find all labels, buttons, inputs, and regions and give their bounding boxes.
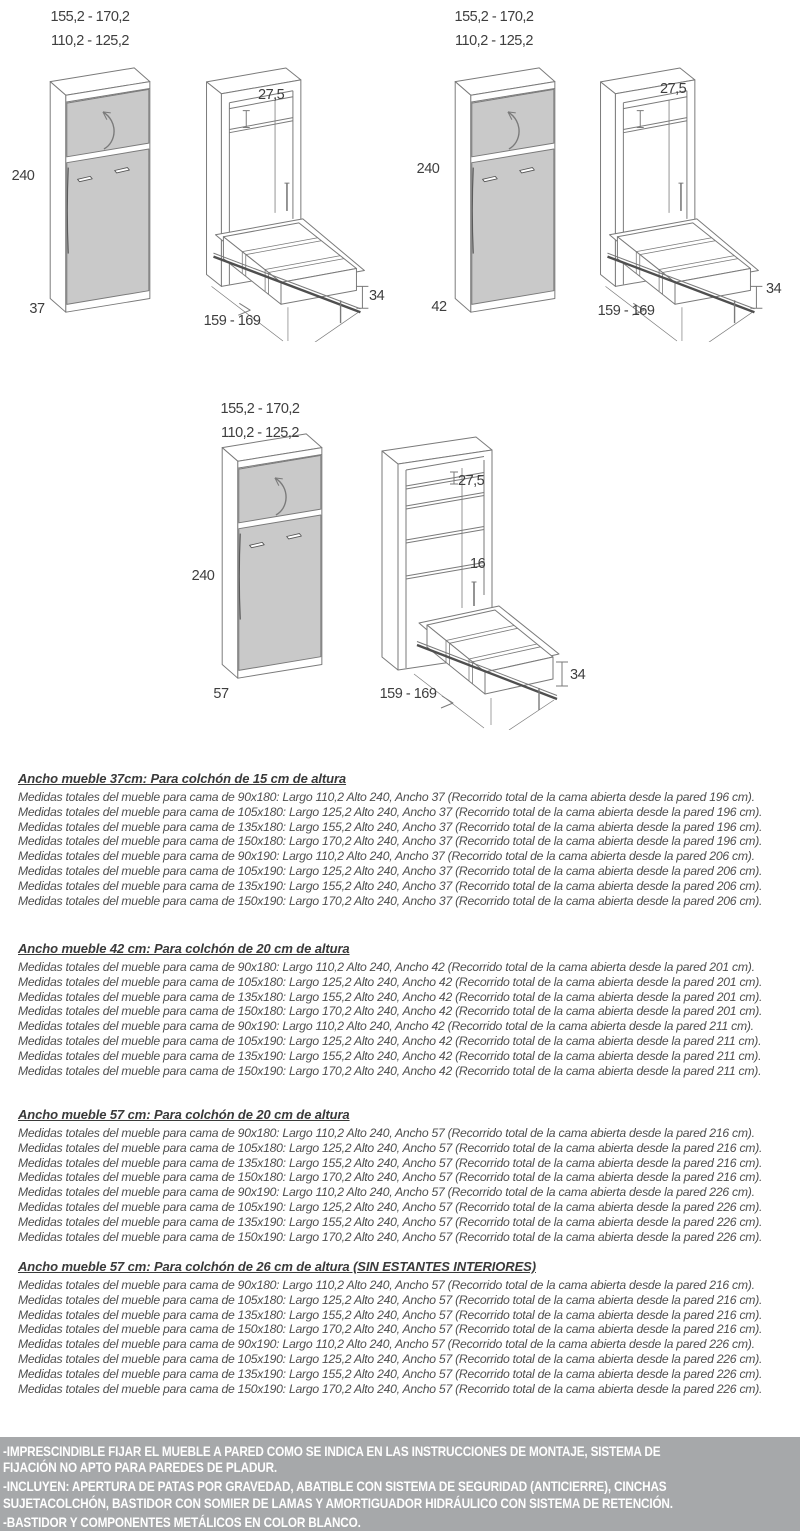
spec-line: Medidas totales del mueble para cama de 150x190: Largo 170,2 Alto 240, Ancho 37 (Recorrido total de la cama abierta desde la pared 206 cm). [18,893,763,908]
spec-line: Medidas totales del mueble para cama de 90x180: Largo 110,2 Alto 240, Ancho 57 (Recorrido total de la cama abierta desde la pared 216 cm). [18,1278,755,1292]
spec-line: Medidas totales del mueble para cama de 90x180: Largo 110,2 Alto 240, Ancho 37 (Recorrido total de la cama abierta desde la pared 196 cm). [18,790,755,804]
spec-line: Medidas totales del mueble para cama de 90x180: Largo 110,2 Alto 240, Ancho 57 (Recorrido total de la cama abierta desde la pared 216 cm). [18,1126,755,1140]
bed-height-label: 34 [570,667,586,683]
spec-line: Medidas totales del mueble para cama de 135x180: Largo 155,2 Alto 240, Ancho 37 (Recorrido total de la cama abierta desde la pared 196 cm). [18,819,763,834]
spec-line: Medidas totales del mueble para cama de 105x190: Largo 125,2 Alto 240, Ancho 57 (Recorrido total de la cama abierta desde la pared 226 cm). [18,1351,763,1366]
spec-block-37 [18,771,790,908]
spec-line: Medidas totales del mueble para cama de 135x180: Largo 155,2 Alto 240, Ancho 57 (Recorrido total de la cama abierta desde la pared 216 cm). [18,1307,763,1322]
spec-heading: Ancho mueble 42 cm: Para colchón de 20 cm de altura [18,941,350,956]
spec-line: Medidas totales del mueble para cama de 90x190: Largo 110,2 Alto 240, Ancho 57 (Recorrido total de la cama abierta desde la pared 226 cm). [18,1185,755,1200]
footer-line: FIJACIÓN NO APTO PARA PAREDES DE PLADUR. [3,1459,278,1476]
footer-line: -IMPRESCINDIBLE FIJAR EL MUEBLE A PARED COMO SE INDICA EN LAS INSTRUCCIONES DE MONTAJE, SISTEMA DE [3,1443,661,1459]
spec-block-42 [18,941,790,1078]
open-depth-label: 159 - 169 [597,303,655,319]
spec-heading: Ancho mueble 37cm: Para colchón de 15 cm de altura [18,771,347,786]
width-range-large-label: 155,2 - 170,2 [50,9,130,25]
spec-line: Medidas totales del mueble para cama de 150x180: Largo 170,2 Alto 240, Ancho 57 (Recorrido total de la cama abierta desde la pared 216 cm). [18,1170,763,1185]
height-label: 240 [11,168,35,184]
spec-line: Medidas totales del mueble para cama de 105x180: Largo 125,2 Alto 240, Ancho 42 (Recorrido total de la cama abierta desde la pared 201 cm). [18,974,763,989]
footer-line: -INCLUYEN: APERTURA DE PATAS POR GRAVEDAD, ABATIBLE CON SISTEMA DE SEGURIDAD (ANTICIERRE), CINCHAS [3,1478,667,1495]
bed-height-label: 34 [766,281,782,297]
shelf-offset-label: 27,5 [258,87,285,103]
shelf-offset-label: 27,5 [458,473,485,489]
open-depth-label: 159 - 169 [203,313,261,329]
spec-line: Medidas totales del mueble para cama de 135x190: Largo 155,2 Alto 240, Ancho 42 (Recorrido total de la cama abierta desde la pared 211 cm). [18,1048,762,1063]
spec-line: Medidas totales del mueble para cama de 135x190: Largo 155,2 Alto 240, Ancho 37 (Recorrido total de la cama abierta desde la pared 206 cm). [18,878,763,893]
footer-note [0,1437,800,1531]
closed-cabinet-drawing-37 [42,64,160,320]
depth-label: 57 [213,686,229,702]
shelf-gap-label: 16 [470,556,486,572]
closed-cabinet-drawing-57 [214,430,332,686]
closed-cabinet-drawing-42 [447,64,565,320]
open-bed-drawing-42 [585,62,765,342]
depth-label: 42 [431,299,447,315]
width-range-large-label: 155,2 - 170,2 [220,401,300,417]
spec-line: Medidas totales del mueble para cama de 135x180: Largo 155,2 Alto 240, Ancho 57 (Recorrido total de la cama abierta desde la pared 216 cm). [18,1155,763,1170]
spec-line: Medidas totales del mueble para cama de 105x180: Largo 125,2 Alto 240, Ancho 57 (Recorrido total de la cama abierta desde la pared 216 cm). [18,1140,763,1155]
spec-line: Medidas totales del mueble para cama de 105x190: Largo 125,2 Alto 240, Ancho 57 (Recorrido total de la cama abierta desde la pared 226 cm). [18,1199,763,1214]
spec-line: Medidas totales del mueble para cama de 90x180: Largo 110,2 Alto 240, Ancho 42 (Recorrido total de la cama abierta desde la pared 201 cm). [18,960,755,974]
spec-line: Medidas totales del mueble para cama de 135x180: Largo 155,2 Alto 240, Ancho 42 (Recorrido total de la cama abierta desde la pared 201 cm). [18,989,763,1004]
width-range-small-label: 110,2 - 125,2 [455,33,533,49]
spec-line: Medidas totales del mueble para cama de 135x190: Largo 155,2 Alto 240, Ancho 57 (Recorrido total de la cama abierta desde la pared 226 cm). [18,1366,763,1381]
spec-heading: Ancho mueble 57 cm: Para colchón de 20 cm de altura [18,1107,350,1122]
height-label: 240 [191,568,215,584]
footer-line: SUJETACOLCHÓN, BASTIDOR CON SOMIER DE LAMAS Y AMORTIGUADOR HIDRÁULICO CON SISTEMA DE RETENCIÓN. [3,1494,673,1511]
spec-heading: Ancho mueble 57 cm: Para colchón de 26 cm de altura (SIN ESTANTES INTERIORES) [18,1259,536,1274]
height-label: 240 [416,161,440,177]
spec-line: Medidas totales del mueble para cama de 150x190: Largo 170,2 Alto 240, Ancho 42 (Recorrido total de la cama abierta desde la pared 211 cm). [18,1063,762,1078]
spec-line: Medidas totales del mueble para cama de 90x190: Largo 110,2 Alto 240, Ancho 37 (Recorrido total de la cama abierta desde la pared 206 cm). [18,849,755,864]
spec-line: Medidas totales del mueble para cama de 90x190: Largo 110,2 Alto 240, Ancho 42 (Recorrido total de la cama abierta desde la pared 211 cm). [18,1019,754,1034]
depth-label: 37 [29,301,45,317]
spec-line: Medidas totales del mueble para cama de 135x190: Largo 155,2 Alto 240, Ancho 57 (Recorrido total de la cama abierta desde la pared 226 cm). [18,1214,763,1229]
spec-line: Medidas totales del mueble para cama de 150x180: Largo 170,2 Alto 240, Ancho 57 (Recorrido total de la cama abierta desde la pared 216 cm). [18,1322,763,1337]
spec-line: Medidas totales del mueble para cama de 105x190: Largo 125,2 Alto 240, Ancho 42 (Recorrido total de la cama abierta desde la pared 211 cm). [18,1033,762,1048]
spec-line: Medidas totales del mueble para cama de 105x180: Largo 125,2 Alto 240, Ancho 57 (Recorrido total de la cama abierta desde la pared 216 cm). [18,1292,763,1307]
spec-line: Medidas totales del mueble para cama de 150x180: Largo 170,2 Alto 240, Ancho 37 (Recorrido total de la cama abierta desde la pared 196 cm). [18,834,763,849]
width-range-large-label: 155,2 - 170,2 [454,9,534,25]
spec-line: Medidas totales del mueble para cama de 150x180: Largo 170,2 Alto 240, Ancho 42 (Recorrido total de la cama abierta desde la pared 201 cm). [18,1004,763,1019]
open-depth-label: 159 - 169 [379,686,437,702]
bed-height-label: 34 [369,288,385,304]
spec-line: Medidas totales del mueble para cama de 150x190: Largo 170,2 Alto 240, Ancho 57 (Recorrido total de la cama abierta desde la pared 226 cm). [18,1229,763,1244]
shelf-offset-label: 27,5 [660,81,687,97]
width-range-small-label: 110,2 - 125,2 [51,33,129,49]
spec-line: Medidas totales del mueble para cama de 150x190: Largo 170,2 Alto 240, Ancho 57 (Recorrido total de la cama abierta desde la pared 226 cm). [18,1381,763,1396]
footer-line: -BASTIDOR Y COMPONENTES METÁLICOS EN COLOR BLANCO. [3,1513,361,1530]
spec-block-57 [18,1107,790,1244]
open-bed-drawing-37 [191,62,371,342]
spec-line: Medidas totales del mueble para cama de 90x190: Largo 110,2 Alto 240, Ancho 57 (Recorrido total de la cama abierta desde la pared 226 cm). [18,1337,755,1352]
spec-line: Medidas totales del mueble para cama de 105x190: Largo 125,2 Alto 240, Ancho 37 (Recorrido total de la cama abierta desde la pared 206 cm). [18,863,763,878]
spec-block-57-sin-estantes [18,1259,790,1396]
spec-line: Medidas totales del mueble para cama de 105x180: Largo 125,2 Alto 240, Ancho 37 (Recorrido total de la cama abierta desde la pared 196 cm). [18,804,763,819]
width-range-small-label: 110,2 - 125,2 [221,425,299,441]
